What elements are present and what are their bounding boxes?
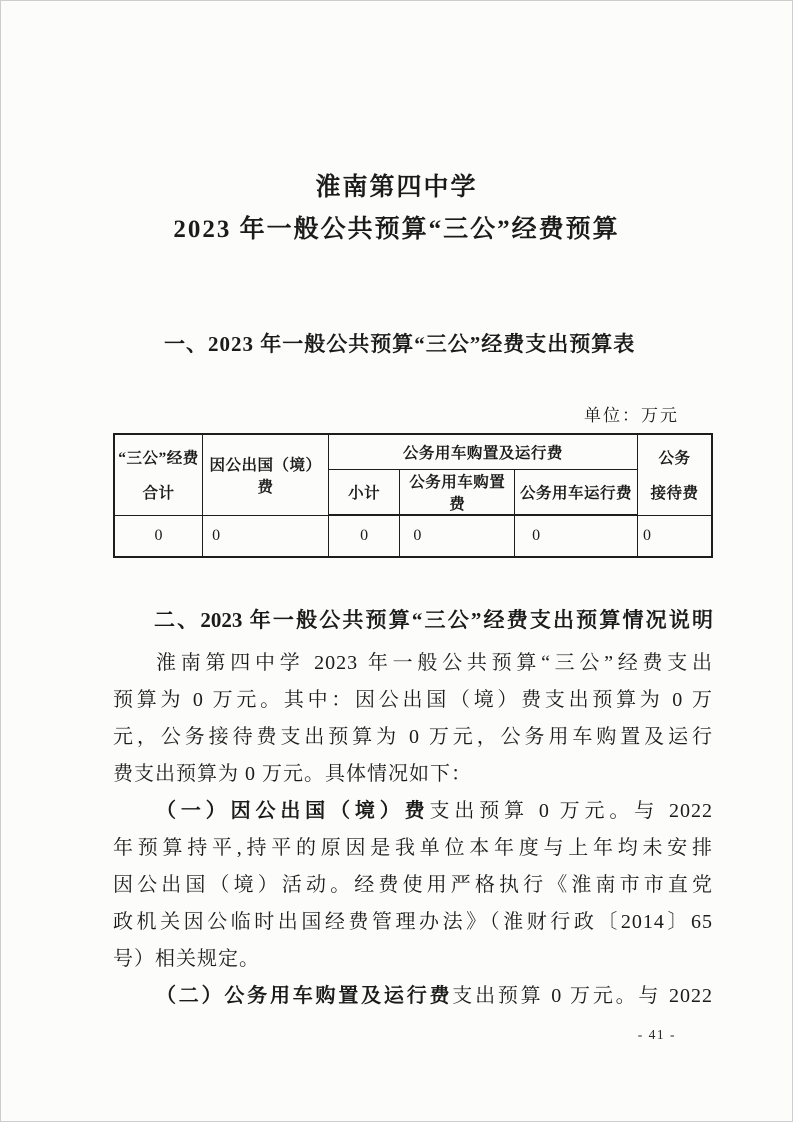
col-header-reception-line1: 公务 [658, 450, 691, 468]
para-two-lead: （二）公务用车购置及运行费 [156, 985, 453, 1007]
para-one-line-5: 号）相关规定。 [113, 948, 260, 970]
col-header-total-line2: 合计 [142, 485, 175, 503]
page-number: - 41 - [637, 1027, 676, 1042]
document-title-line2: 2023 年一般公共预算“三公”经费预算 [173, 216, 620, 243]
col-header-vehicle-operation: 公务用车运行费 [515, 470, 638, 516]
col-header-abroad: 因公出国（境）费 [203, 434, 329, 515]
document-content [113, 331, 713, 1015]
col-header-total [114, 434, 203, 515]
table-header-row-1 [114, 434, 712, 470]
value-vehicle-subtotal: 0 [328, 515, 399, 557]
section2-body [113, 645, 713, 1015]
para-one-line-1-rest: 支出预算 0 万元。与 2022 [429, 800, 713, 822]
para-one-line-2: 年预算持平,持平的原因是我单位本年度与上年均未安排 [113, 837, 713, 859]
document-title-line1: 淮南第四中学 [315, 174, 478, 201]
col-header-vehicle-group: 公务用车购置及运行费 [328, 434, 637, 470]
col-header-vehicle-purchase: 公务用车购置费 [400, 470, 515, 516]
para-two-line-1 [113, 978, 713, 1015]
intro-line-4: 费支出预算为 0 万元。具体情况如下： [113, 763, 472, 785]
col-header-vehicle-subtotal: 小计 [328, 470, 399, 516]
value-reception: 0 [637, 515, 712, 557]
para-one-line-3: 因公出国（境）活动。经费使用严格执行《淮南市市直党 [113, 874, 713, 896]
para-one-line-4: 政机关因公临时出国经费管理办法》（淮财行政〔2014〕65 [113, 911, 713, 933]
para-one-line-1 [113, 793, 713, 830]
col-header-reception [637, 434, 712, 515]
value-vehicle-operation: 0 [515, 515, 638, 557]
unit-label: 单位：万元 [584, 406, 679, 425]
budget-table [113, 433, 713, 558]
intro-line-1: 淮南第四中学 2023 年一般公共预算“三公”经费支出 [156, 652, 713, 674]
value-vehicle-purchase: 0 [400, 515, 515, 557]
value-abroad: 0 [203, 515, 329, 557]
col-header-reception-line2: 接待费 [650, 485, 699, 503]
col-header-total-line1: “三公”经费 [118, 450, 199, 468]
section2-heading: 二、2023 年一般公共预算“三公”经费支出预算情况说明 [154, 608, 713, 632]
table-value-row [114, 515, 712, 557]
para-two-line-1-rest: 支出预算 0 万元。与 2022 [452, 985, 714, 1007]
intro-line-2: 预算为 0 万元。其中：因公出国（境）费支出预算为 0 万 [113, 689, 713, 711]
section1-heading: 一、2023 年一般公共预算“三公”经费支出预算表 [164, 332, 636, 356]
value-total: 0 [114, 515, 203, 557]
para-one-lead: （一）因公出国（境）费 [156, 800, 430, 822]
intro-line-3: 元，公务接待费支出预算为 0 万元，公务用车购置及运行 [113, 726, 713, 748]
